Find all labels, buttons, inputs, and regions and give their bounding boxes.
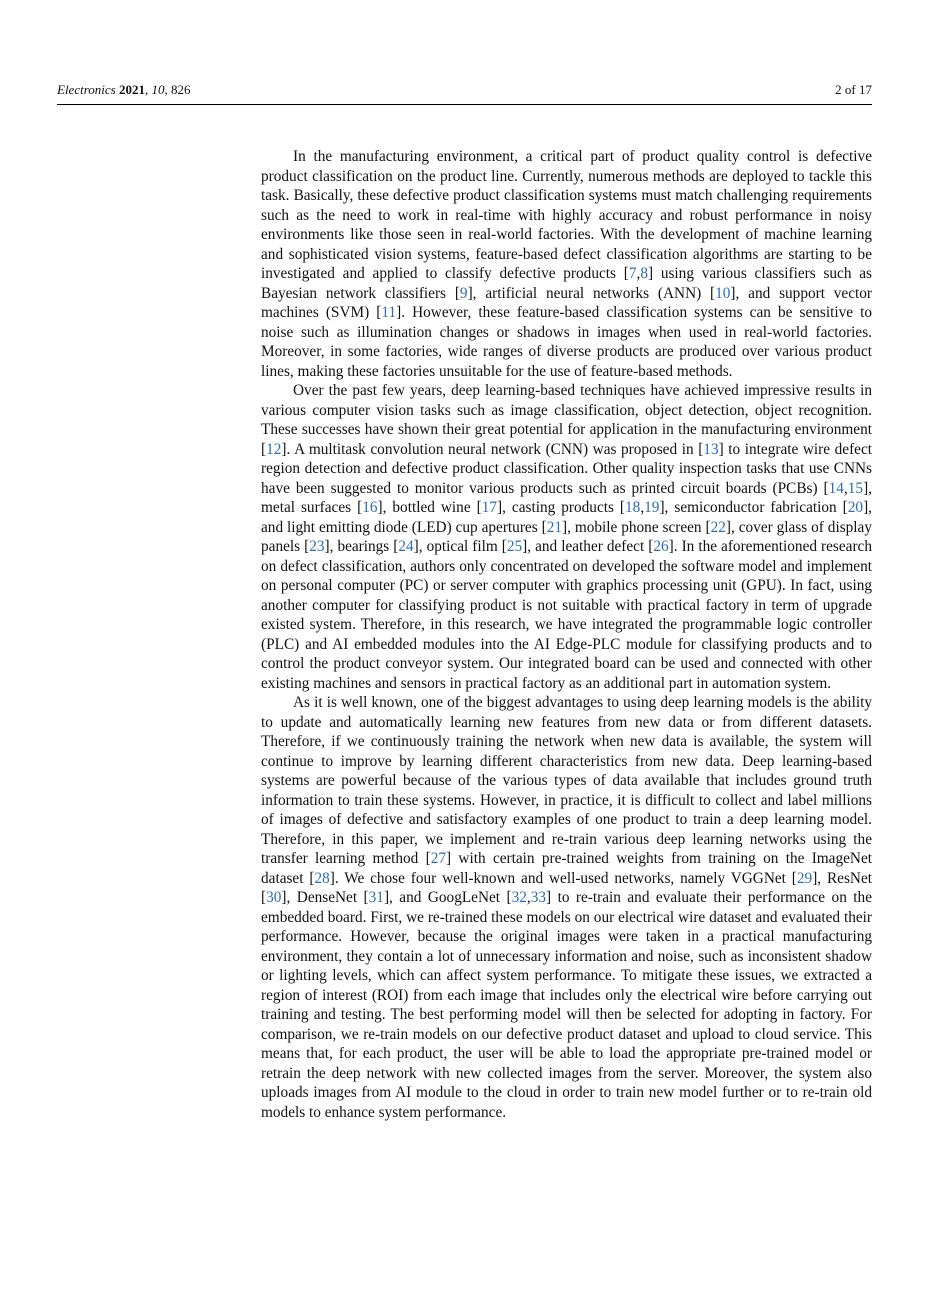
citation-link-18[interactable]: 18 (625, 499, 641, 516)
journal-name: Electronics (57, 82, 116, 97)
citation-link-7[interactable]: 7 (628, 265, 637, 282)
body-text (261, 147, 872, 1122)
citation: Electronics 2021, 10, 826 (57, 82, 191, 97)
running-header (57, 80, 872, 100)
article-number: 826 (170, 82, 191, 97)
citation-link-28[interactable]: 28 (314, 869, 330, 887)
citation-link-8[interactable]: 8 (640, 265, 648, 282)
citation-link-13[interactable]: 13 (703, 440, 719, 458)
citation-link-26[interactable]: 26 (653, 538, 669, 555)
header-rule (57, 104, 872, 105)
citation-link-16[interactable]: 16 (362, 499, 378, 516)
citation-link-29[interactable]: 29 (796, 869, 813, 887)
citation-link-22[interactable]: 22 (710, 518, 726, 536)
citation-link-14[interactable]: 14 (828, 479, 844, 497)
citation-link-32[interactable]: 32 (511, 889, 527, 906)
citation-link-11[interactable]: 11 (381, 304, 397, 321)
paragraph: In the manufacturing environment, a critical part of product quality control is defective product classification on the product line. Currently, numerous methods are deployed to tackle this task. Basically, these defective product classification systems must match challenging requirements such as the need to work in real-time with highly accuracy and robust performance in noisy environments like those seen in real-world factories. With the development of machine learning and sophisticated vision systems, feature-based defect classification algorithms are starting to be investigated and applied to classify defective products [7,8] using various classifiers such as Bayesian network classifiers [9], artificial neural networks (ANN) [10], and support vector machines (SVM) [11]. However, these feature-based classification systems can be sensitive to noise such as illumination changes or shadows in images when used in real-world factories. Moreover, in some factories, wide ranges of diverse products are produced over various product lines, making these factories unsuitable for the use of feature-based methods. (261, 148, 873, 380)
citation-link-17[interactable]: 17 (481, 499, 498, 516)
citation-link-30[interactable]: 30 (266, 889, 282, 906)
citation-link-24[interactable]: 24 (398, 538, 414, 555)
citation-link-27[interactable]: 27 (430, 850, 447, 867)
citation-link-9[interactable]: 9 (459, 284, 468, 302)
citation-link-21[interactable]: 21 (546, 518, 562, 536)
citation-link-25[interactable]: 25 (506, 538, 523, 555)
citation-link-10[interactable]: 10 (715, 284, 731, 302)
citation-link-33[interactable]: 33 (530, 889, 547, 906)
citation-link-12[interactable]: 12 (266, 440, 282, 458)
citation-link-31[interactable]: 31 (368, 889, 384, 906)
citation-link-23[interactable]: 23 (309, 538, 325, 555)
citation-link-15[interactable]: 15 (847, 479, 864, 497)
citation-link-20[interactable]: 20 (847, 499, 864, 516)
citation-link-19[interactable]: 19 (644, 499, 660, 516)
page-number: 2 of 17 (835, 82, 872, 97)
paragraph: Over the past few years, deep learning-based techniques have achieved impressive results in various computer vision tasks such as image classification, object detection, object recognition. These successes have shown their great potential for application in the manufacturing environment [12]. A multitask convolution neural network (CNN) was proposed in [13] to integrate wire defect region detection and defective product classification. Other quality inspection tasks that use CNNs have been suggested to monitor various products such as printed circuit boards (PCBs) [14,15], metal surfaces [16], bottled wine [17], casting products [18,19], semiconductor fabrication [20], and light emitting diode (LED) cup apertures [21], mobile phone screen [22], cover glass of display panels [23], bearings [24], optical film [25], and leather defect [26]. In the aforementioned research on defect classification, authors only concentrated on developed the software model and implement on personal computer (PC) or server computer with graphics processing unit (GPU). In fact, using another computer for classifying product is not suitable with practical factory in term of upgrade existed system. Therefore, in this research, we have integrated the programmable logic controller (PLC) and AI embedded modules into the AI Edge-PLC module for classifying products and to control the product conveyor system. Our integrated board can be used and connected with other existing machines and sensors in practical factory as an additional part in automation system. (261, 382, 872, 692)
journal-year: 2021 (118, 82, 145, 97)
paragraph: As it is well known, one of the biggest advantages to using deep learning models is the ability to update and automatically learning new features from new data or from different datasets. Therefore, if we continuously training the network when new data is available, the system will continue to improve by learning different characteristics from new data. Deep learning-based systems are powerful because of the various types of data available that includes ground truth information to train these systems. However, in practice, it is difficult to collect and label millions of images of defective and satisfactory examples of one product to train a deep learning model. Therefore, in this paper, we implement and re-train various deep learning networks using the transfer learning method [27] with certain pre-trained weights from training on the ImageNet dataset [28]. We chose four well-known and well-used networks, namely VGGNet [29], ResNet [30], DenseNet [31], and GoogLeNet [32,33] to re-train and evaluate their performance on the embedded board. First, we re-trained these models on our electrical wire dataset and evaluated their performance. However, because the original images were taken in a practical manufacturing environment, they contain a lot of unnecessary information and noise, such as inconsistent shadow or lighting levels, which can affect system performance. To mitigate these issues, we extracted a region of interest (ROI) from each image that includes only the electrical wire before carrying out training and testing. The best performing model will then be selected for adopting in factory. For comparison, we re-train models on our defective product dataset and upload to cloud service. This means that, for each product, the user will be able to load the appropriate pre-trained model or retrain the deep network with new collected images from the server. Moreover, the system also uploads images from AI module to the cloud in order to train new model further or to re-train old models to enhance system performance. (261, 694, 872, 1121)
journal-volume: 10 (151, 82, 165, 97)
